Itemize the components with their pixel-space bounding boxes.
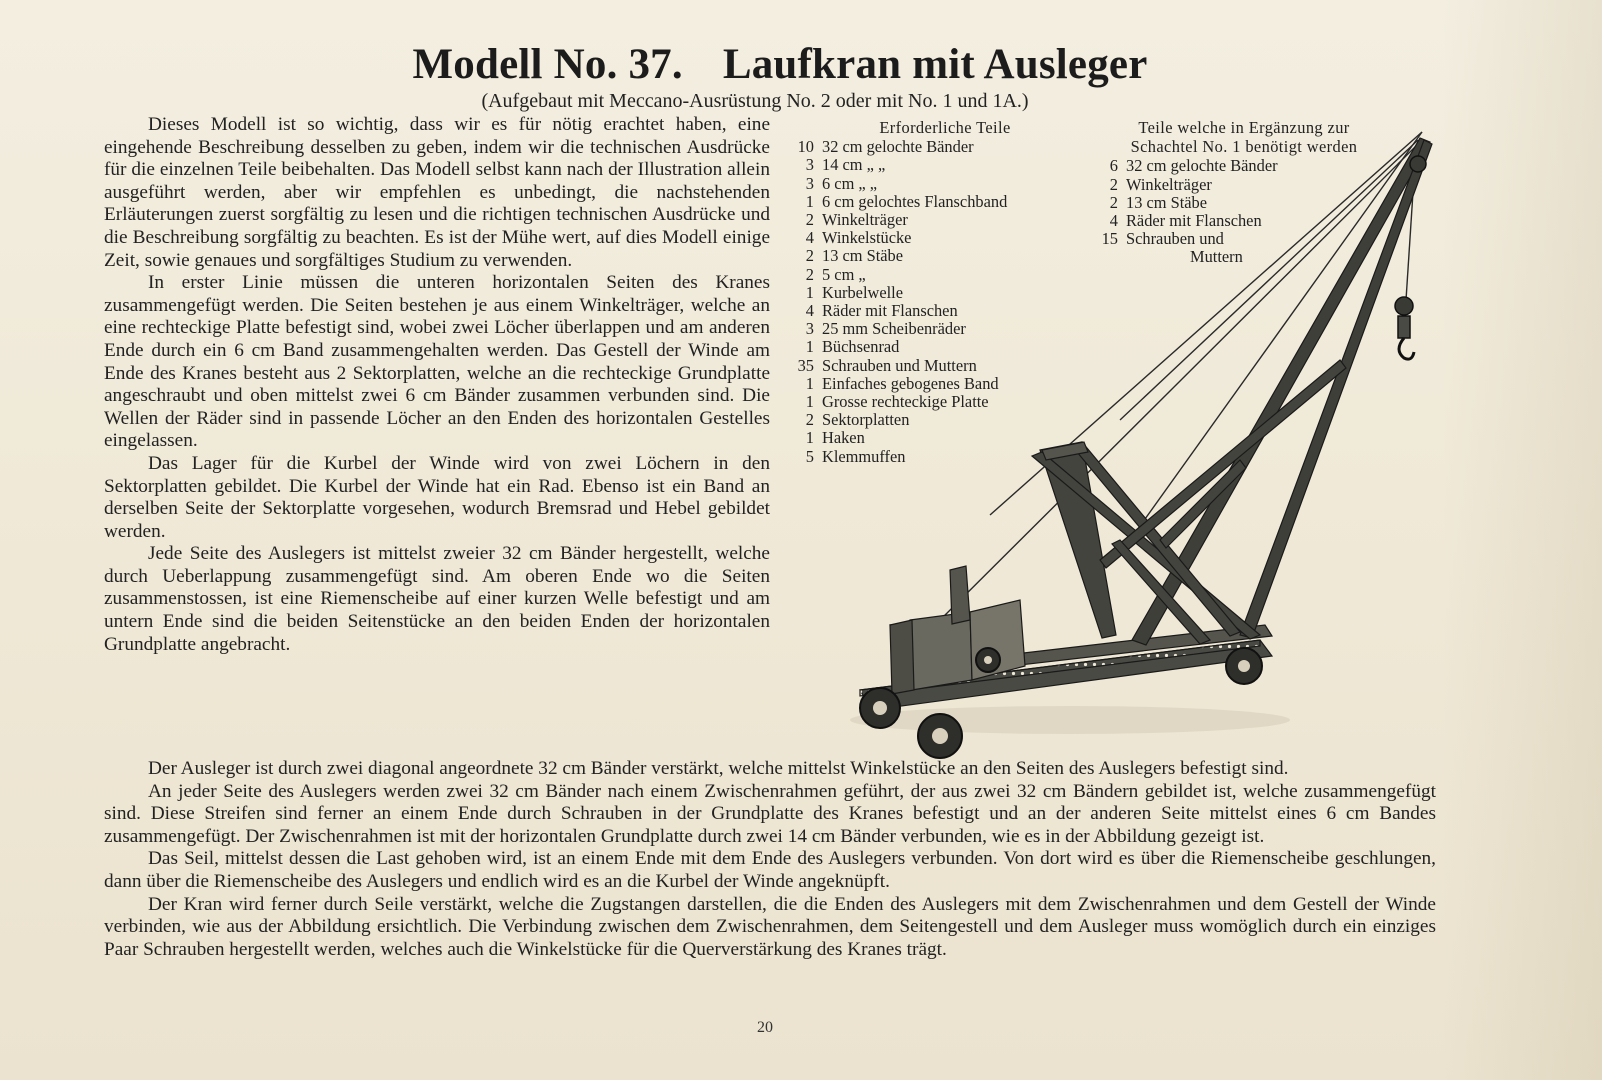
part-quantity: 5 bbox=[805, 446, 814, 466]
part-quantity: 2 bbox=[1109, 192, 1118, 212]
part-quantity: 1 bbox=[805, 337, 814, 357]
page-title bbox=[0, 40, 1560, 89]
paragraph: Das Lager für die Kurbel der Winde wird von zwei Löchern in den Sektorplatten gebildet. Die Kurbel der Winde hat ein Rad. Ebenso ist ein Band an derselben Seite der Sektorplatte vorgesehen, wodurch Bremsrad und Hebel gebildet werden. bbox=[104, 452, 770, 542]
paragraph: Dieses Modell ist so wichtig, dass wir es für nötig erachtet haben, eine eingehende Beschreibung desselben zu geben, indem wir die technischen Ausdrücke für die einzelnen Teile beibehalten. Das Modell selbst kann nach der Illustration allein ausgeführt werden, aber wir empfehlen es unbedingt, die nachstehenden Erläuterungen zuerst sorgfältig zu lesen und die richtigen technischen Ausdrücke und die Beschreibung sorgfältig zu beachten. Es ist der Mühe wert, auf dies Modell einige Zeit, sowie genaues und sorgfältiges Studium zu verwenden. bbox=[104, 114, 770, 271]
left-column-text bbox=[104, 114, 770, 656]
model-number: Modell No. 37. bbox=[412, 41, 683, 88]
part-quantity: 2 bbox=[805, 410, 814, 430]
paragraph: Der Ausleger ist durch zwei diagonal angeordnete 32 cm Bänder verstärkt, welche mittelst Winkelstücke an den Seiten des Auslegers befestigt sind. bbox=[148, 758, 1289, 779]
model-name: Laufkran mit Ausleger bbox=[722, 41, 1148, 88]
page-edge-shade bbox=[1442, 0, 1602, 1080]
part-description: 32 cm gelochte Bänder bbox=[822, 137, 974, 157]
part-description: 6 cm „ „ bbox=[822, 173, 878, 193]
part-quantity: 6 bbox=[1109, 156, 1118, 176]
part-description: Räder mit Flanschen bbox=[822, 301, 958, 321]
part-description: Winkelträger bbox=[1126, 174, 1212, 194]
supplementary-continuation: Muttern bbox=[1190, 247, 1243, 267]
part-quantity: 35 bbox=[797, 355, 814, 375]
part-description: Schrauben und Muttern bbox=[822, 355, 977, 375]
full-width-text bbox=[104, 758, 1436, 961]
part-quantity: 2 bbox=[805, 210, 814, 230]
part-description: Winkelstücke bbox=[822, 228, 912, 248]
page-subtitle: (Aufgebaut mit Meccano-Ausrüstung No. 2 oder mit No. 1 und 1A.) bbox=[481, 90, 1029, 112]
page-number: 20 bbox=[757, 1019, 773, 1036]
part-description: 14 cm „ „ bbox=[822, 155, 886, 175]
part-description: Einfaches gebogenes Band bbox=[822, 373, 999, 393]
part-description: 13 cm Stäbe bbox=[822, 246, 904, 266]
part-quantity: 1 bbox=[805, 191, 814, 211]
supplementary-heading-line-2: Schachtel No. 1 benötigt werden bbox=[1130, 137, 1358, 157]
part-quantity: 2 bbox=[805, 264, 814, 284]
part-quantity: 1 bbox=[805, 392, 814, 412]
part-quantity: 4 bbox=[805, 228, 814, 248]
part-quantity: 15 bbox=[1101, 229, 1118, 249]
paragraph: Das Seil, mittelst dessen die Last gehoben wird, ist an einem Ende mit dem Ende des Auslegers verbunden. Von dort wird es über die Riemenscheibe geschlungen, dann über die Riemenscheibe des Auslegers und endlich wird es an die Kurbel der Winde angeknüpft. bbox=[104, 848, 1436, 892]
part-description: 5 cm „ bbox=[822, 264, 866, 284]
part-quantity: 3 bbox=[805, 155, 814, 175]
paragraph: Der Kran wird ferner durch Seile verstärkt, welche die Zugstangen darstellen, die die Enden des Auslegers mit dem Zwischenrahmen und dem Gestell der Winde verbinden, wie aus der Abbildung ersichtlich. Die Verbindung zwischen dem Zwischenrahmen, dem Seitengestell und dem Ausleger muss womöglich durch ein einziges Paar Schrauben hergestellt werden, welches auch die Winkelstücke für die Querverstärkung des Kranes trägt. bbox=[104, 893, 1436, 960]
part-description: Büchsenrad bbox=[822, 337, 900, 357]
part-quantity: 3 bbox=[805, 319, 814, 339]
required-parts-heading: Erforderliche Teile bbox=[879, 118, 1011, 137]
part-quantity: 2 bbox=[805, 246, 814, 266]
part-description: 25 mm Scheibenräder bbox=[822, 319, 966, 339]
paragraph: An jeder Seite des Auslegers werden zwei 32 cm Bänder nach einem Zwischenrahmen geführt, der aus zwei 32 cm Bändern gebildet ist, welche zusammengefügt sind. Diese Streifen sind ferner an einem Ende durch Schrauben in der Grundplatte des Kranes befestigt und an der anderen Seite mittelst eines 6 cm Bandes zusammengefügt. Der Zwischenrahmen ist mit der horizontalen Grundplatte durch zwei 14 cm Bänder verbunden, wie es in der Abbildung gezeigt ist. bbox=[104, 780, 1436, 847]
part-description: Kurbelwelle bbox=[822, 282, 904, 302]
supplementary-heading-line-1: Teile welche in Ergänzung zur bbox=[1138, 118, 1350, 137]
crane-illustration bbox=[820, 120, 1440, 760]
part-description: Grosse rechteckige Platte bbox=[822, 392, 989, 412]
part-quantity: 3 bbox=[805, 173, 814, 193]
part-description: 6 cm gelochtes Flanschband bbox=[822, 191, 1008, 211]
part-quantity: 1 bbox=[805, 373, 814, 393]
part-description: 13 cm Stäbe bbox=[1126, 192, 1208, 212]
part-quantity: 1 bbox=[805, 428, 814, 448]
part-description: Winkelträger bbox=[822, 210, 908, 230]
part-quantity: 4 bbox=[1109, 211, 1118, 231]
part-description: Sektorplatten bbox=[822, 410, 910, 430]
part-description: Haken bbox=[822, 428, 865, 448]
part-description: Schrauben und bbox=[1126, 229, 1224, 249]
paragraph: Jede Seite des Auslegers ist mittelst zweier 32 cm Bänder hergestellt, welche durch Ueberlappung zusammengefügt sind. Am oberen Ende wo die Seiten zusammenstossen, ist eine Riemenscheibe auf einer kurzen Welle befestigt und am untern Ende sind die beiden Seitenstücke an den beiden Enden der horizontalen Grundplatte angebracht. bbox=[104, 543, 770, 655]
part-description: 32 cm gelochte Bänder bbox=[1126, 156, 1278, 176]
part-description: Räder mit Flanschen bbox=[1126, 211, 1262, 231]
part-quantity: 4 bbox=[805, 301, 814, 321]
paragraph: In erster Linie müssen die unteren horizontalen Seiten des Kranes zusammengefügt werden. Die Seiten bestehen je aus einem Winkelträger, welche an eine rechteckige Platte befestigt sind, wobei zwei Löcher überlappen und am anderen Ende durch ein 6 cm Band zusammengehalten werden. Das Gestell der Winde am Ende des Kranes besteht aus 2 Sektorplatten, welche an die rechteckige Grundplatte angeschraubt und oben mittelst zwei 6 cm Bänder zusammen verbunden sind. Die Wellen der Räder sind in passende Löcher an den Enden des horizontalen Gestelles eingelassen. bbox=[104, 272, 770, 452]
part-description: Klemmuffen bbox=[822, 446, 906, 466]
part-quantity: 1 bbox=[805, 282, 814, 302]
part-quantity: 10 bbox=[797, 137, 814, 157]
part-quantity: 2 bbox=[1109, 174, 1118, 194]
